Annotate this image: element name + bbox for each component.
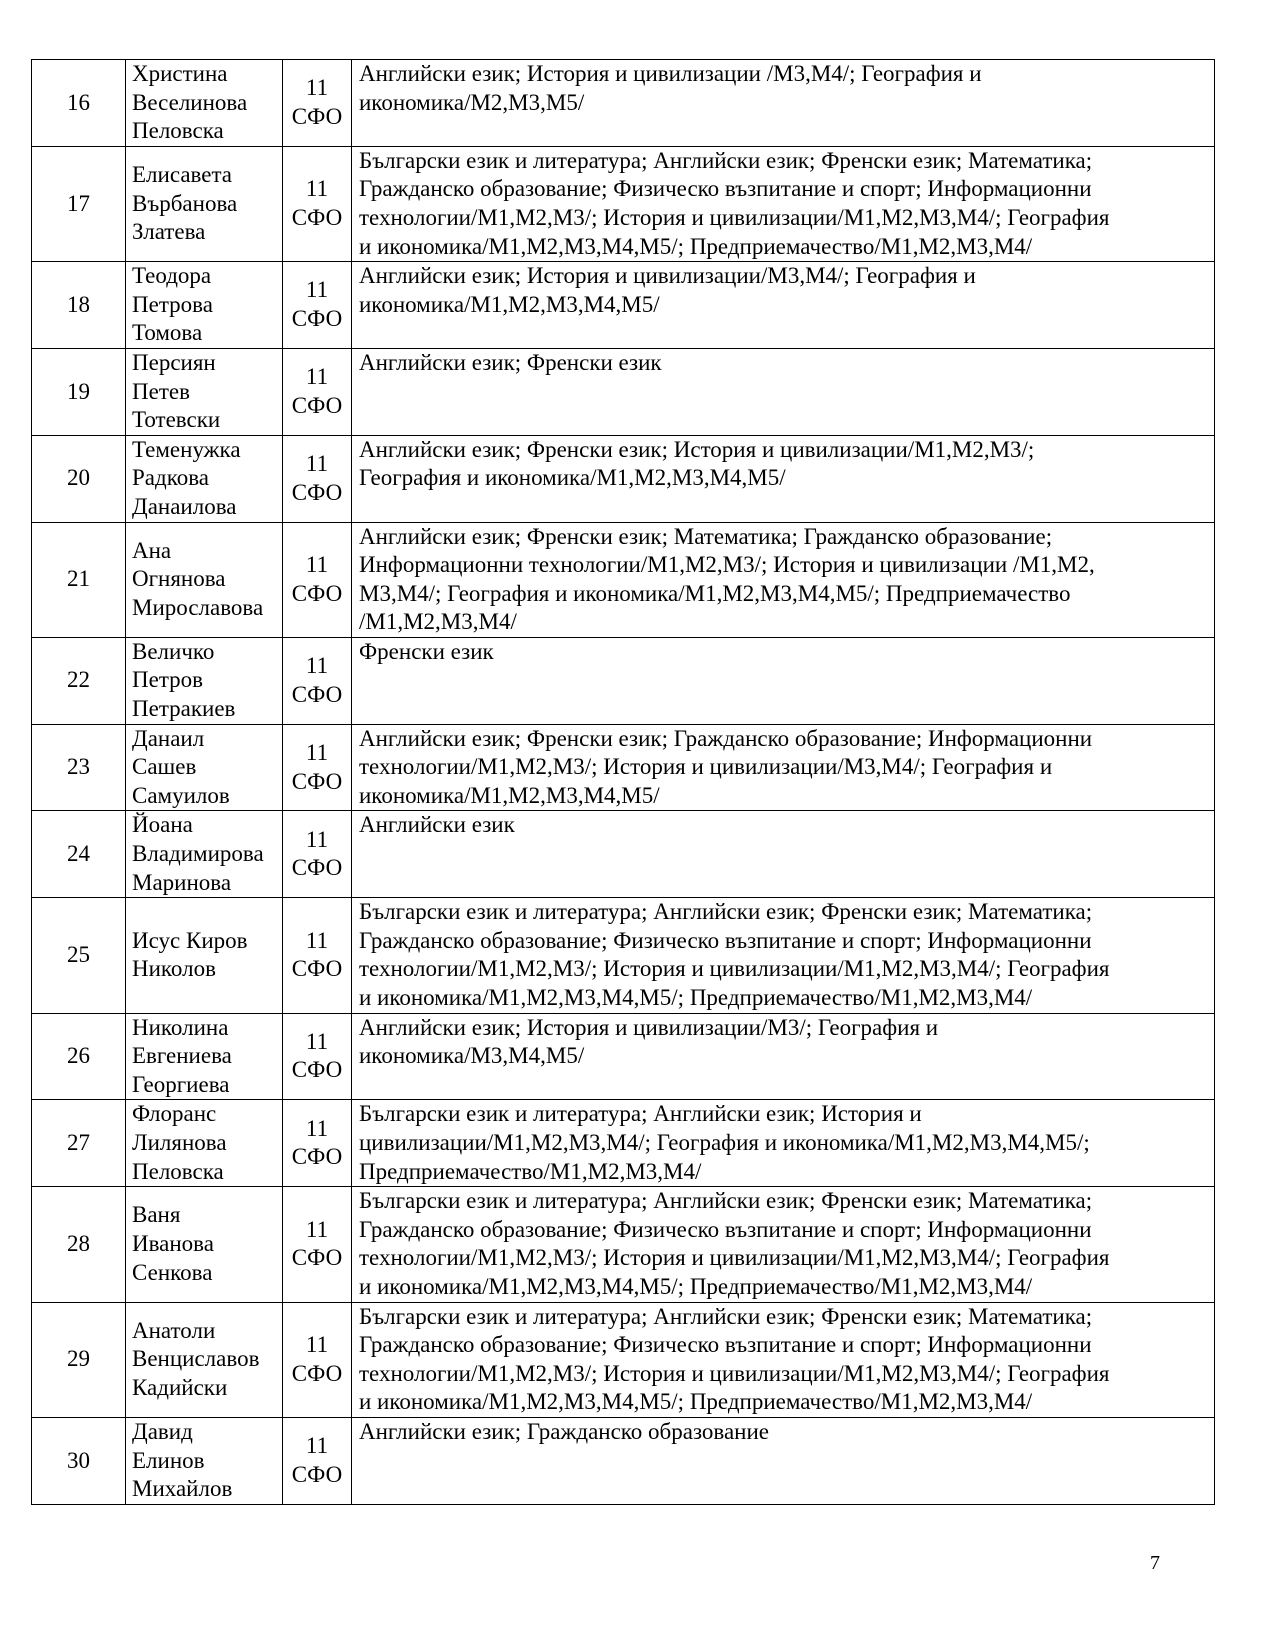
subjects-cell <box>352 60 1215 147</box>
student-name-line: Флоранс <box>132 1101 217 1127</box>
subjects-line: /М1,М2,М3,М4/ <box>359 609 517 635</box>
class-cell <box>283 1100 352 1187</box>
class-line: 11 <box>305 364 329 390</box>
subjects-line: Английски език; Френски език; Математика; Гражданско образование; <box>359 523 1053 549</box>
student-name-cell <box>126 1417 283 1504</box>
student-name-cell <box>126 262 283 349</box>
row-number-cell: 18 <box>32 262 126 349</box>
table-row <box>32 348 1215 435</box>
student-name-cell <box>126 811 283 898</box>
row-number-cell: 21 <box>32 522 126 637</box>
table-row <box>32 637 1215 724</box>
class-line: 11 <box>305 1028 329 1054</box>
subjects-cell <box>352 262 1215 349</box>
class-line: СФО <box>291 681 343 707</box>
class-line: 11 <box>305 1332 329 1358</box>
class-line: 11 <box>305 277 329 303</box>
student-name-line: Сенкова <box>132 1259 213 1285</box>
subjects-line: икономика/М1,М2,М3,М4,М5/ <box>359 291 660 317</box>
class-line: 11 <box>305 176 329 202</box>
class-cell <box>283 1187 352 1302</box>
class-line: СФО <box>291 1461 343 1487</box>
student-name-line: Петев <box>132 378 190 404</box>
row-number-cell: 25 <box>32 898 126 1013</box>
subjects-line: икономика/М3,М4,М5/ <box>359 1043 585 1069</box>
subjects-line: Информационни технологии/М1,М2,М3/; История и цивилизации /М1,М2, <box>359 552 1095 578</box>
subjects-line: Гражданско образование; Физическо възпитание и спорт; Информационни <box>359 176 1092 202</box>
student-subjects-table <box>31 59 1215 1505</box>
class-cell <box>283 1417 352 1504</box>
student-name-line: Огнянова <box>132 566 226 592</box>
subjects-line: Английски език; Френски език; История и цивилизации/М1,М2,М3/; <box>359 436 1035 462</box>
student-name-line: Елинов <box>132 1447 205 1473</box>
class-line: 11 <box>305 1433 329 1459</box>
student-name-line: Владимирова <box>132 841 264 867</box>
class-line: СФО <box>291 855 343 881</box>
student-name-line: Ана <box>132 537 172 563</box>
student-name-line: Мирославова <box>132 594 264 620</box>
class-line: 11 <box>305 1115 329 1141</box>
student-name-line: Пеловска <box>132 1158 224 1184</box>
student-name-line: Пеловска <box>132 118 224 144</box>
student-name-cell <box>126 435 283 522</box>
subjects-line: икономика/М1,М2,М3,М4,М5/ <box>359 782 660 808</box>
class-line: 11 <box>305 739 329 765</box>
student-name-line: Персиян <box>132 349 216 375</box>
class-line: СФО <box>291 768 343 794</box>
subjects-line: Български език и литература; Английски език; Френски език; Математика; <box>359 899 1093 925</box>
subjects-cell <box>352 1187 1215 1302</box>
class-line: СФО <box>291 479 343 505</box>
student-name-cell <box>126 522 283 637</box>
table-row <box>32 146 1215 261</box>
row-number-cell: 22 <box>32 637 126 724</box>
class-line: СФО <box>291 306 343 332</box>
subjects-line: и икономика/М1,М2,М3,М4,М5/; Предприемачество/М1,М2,М3,М4/ <box>359 985 1033 1010</box>
class-line: 11 <box>305 1216 329 1242</box>
student-name-line: Данаилова <box>132 493 237 519</box>
row-number-cell: 26 <box>32 1013 126 1100</box>
class-cell <box>283 811 352 898</box>
subjects-line: Гражданско образование; Физическо възпитание и спорт; Информационни <box>359 927 1092 953</box>
row-number-cell: 23 <box>32 724 126 811</box>
student-name-line: Томова <box>132 320 203 346</box>
table-row <box>32 60 1215 147</box>
student-name-line: Венциславов <box>132 1346 260 1372</box>
student-name-line: Величко <box>132 638 215 664</box>
class-line: СФО <box>291 103 343 129</box>
subjects-cell <box>352 811 1215 898</box>
student-name-line: Иванова <box>132 1231 214 1257</box>
student-name-line: Златева <box>132 219 206 245</box>
student-name-line: Петрова <box>132 291 213 317</box>
student-name-line: Георгиева <box>132 1071 230 1097</box>
class-cell <box>283 522 352 637</box>
subjects-line: икономика/М2,М3,М5/ <box>359 89 585 115</box>
class-cell <box>283 1302 352 1417</box>
student-name-line: Маринова <box>132 869 232 895</box>
student-name-line: Исус Киров <box>132 927 248 953</box>
student-name-line: Йоана <box>132 812 193 838</box>
student-name-cell <box>126 1302 283 1417</box>
subjects-line: технологии/М1,М2,М3/; История и цивилизации/М3,М4/; География и <box>359 754 1053 780</box>
row-number-cell: 27 <box>32 1100 126 1187</box>
student-name-cell <box>126 1187 283 1302</box>
table-row <box>32 1302 1215 1417</box>
subjects-line: М3,М4/; География и икономика/М1,М2,М3,М4,М5/; Предприемачество <box>359 580 1071 606</box>
student-name-line: Самуилов <box>132 782 230 808</box>
subjects-line: Английски език; Гражданско образование <box>359 1418 770 1444</box>
student-name-cell <box>126 898 283 1013</box>
subjects-cell <box>352 1013 1215 1100</box>
table-row <box>32 435 1215 522</box>
student-name-line: Николина <box>132 1014 229 1040</box>
subjects-line: Български език и литература; Английски език; Френски език; Математика; <box>359 1188 1093 1214</box>
class-line: СФО <box>291 204 343 230</box>
student-name-line: Михайлов <box>132 1476 233 1502</box>
subjects-cell <box>352 435 1215 522</box>
subjects-line: цивилизации/М1,М2,М3,М4/; География и икономика/М1,М2,М3,М4,М5/; <box>359 1129 1090 1155</box>
subjects-cell <box>352 1302 1215 1417</box>
subjects-line: Английски език; История и цивилизации/М3,М4/; География и <box>359 263 976 289</box>
student-name-line: Лилянова <box>132 1129 227 1155</box>
row-number-cell: 16 <box>32 60 126 147</box>
class-line: 11 <box>305 927 329 953</box>
class-line: СФО <box>291 392 343 418</box>
class-cell <box>283 724 352 811</box>
subjects-line: Английски език; Френски език <box>359 349 662 375</box>
subjects-cell <box>352 637 1215 724</box>
class-line: 11 <box>305 552 329 578</box>
student-name-line: Николов <box>132 956 216 982</box>
class-cell <box>283 60 352 147</box>
student-name-cell <box>126 724 283 811</box>
student-name-line: Върбанова <box>132 190 238 216</box>
row-number-cell: 30 <box>32 1417 126 1504</box>
student-name-cell <box>126 146 283 261</box>
table-row <box>32 1100 1215 1187</box>
table-row <box>32 1013 1215 1100</box>
class-cell <box>283 262 352 349</box>
subjects-line: технологии/М1,М2,М3/; История и цивилизации/М1,М2,М3,М4/; География <box>359 204 1110 230</box>
subjects-line: и икономика/М1,М2,М3,М4,М5/; Предприемачество/М1,М2,М3,М4/ <box>359 233 1033 259</box>
table-row <box>32 811 1215 898</box>
subjects-line: География и икономика/М1,М2,М3,М4,М5/ <box>359 465 786 491</box>
class-cell <box>283 435 352 522</box>
row-number-cell: 28 <box>32 1187 126 1302</box>
class-cell <box>283 348 352 435</box>
table-row <box>32 1187 1215 1302</box>
class-line: 11 <box>305 826 329 852</box>
subjects-line: Гражданско образование; Физическо възпитание и спорт; Информационни <box>359 1332 1092 1358</box>
subjects-line: Английски език; Френски език; Гражданско образование; Информационни <box>359 725 1093 751</box>
class-cell <box>283 1013 352 1100</box>
subjects-line: технологии/М1,М2,М3/; История и цивилизации/М1,М2,М3,М4/; География <box>359 1360 1110 1386</box>
student-name-line: Сашев <box>132 754 197 780</box>
student-name-line: Петракиев <box>132 696 236 722</box>
student-name-line: Петров <box>132 667 204 693</box>
table-row <box>32 724 1215 811</box>
student-name-cell <box>126 637 283 724</box>
student-name-line: Евгениева <box>132 1043 232 1069</box>
row-number-cell: 19 <box>32 348 126 435</box>
class-line: СФО <box>291 580 343 606</box>
subjects-line: Английски език; История и цивилизации/М3/; География и <box>359 1014 939 1040</box>
student-name-cell <box>126 348 283 435</box>
student-name-line: Ваня <box>132 1202 181 1228</box>
subjects-line: Български език и литература; Английски език; Френски език; Математика; <box>359 1303 1093 1329</box>
table-body <box>32 60 1215 1505</box>
class-line: СФО <box>291 1144 343 1170</box>
subjects-line: Предприемачество/М1,М2,М3,М4/ <box>359 1158 702 1184</box>
subjects-line: Английски език; История и цивилизации /М3,М4/; География и <box>359 61 982 86</box>
row-number-cell: 24 <box>32 811 126 898</box>
class-line: СФО <box>291 1245 343 1271</box>
student-name-line: Теодора <box>132 263 212 289</box>
student-name-cell <box>126 1013 283 1100</box>
student-name-cell <box>126 60 283 147</box>
subjects-line: Английски език <box>359 812 515 838</box>
class-cell <box>283 898 352 1013</box>
student-name-line: Анатоли <box>132 1317 216 1343</box>
subjects-cell <box>352 146 1215 261</box>
subjects-cell <box>352 348 1215 435</box>
student-name-cell <box>126 1100 283 1187</box>
subjects-line: технологии/М1,М2,М3/; История и цивилизации/М1,М2,М3,М4/; География <box>359 956 1110 982</box>
subjects-cell <box>352 1100 1215 1187</box>
subjects-line: Български език и литература; Английски език; Френски език; Математика; <box>359 147 1093 173</box>
table-row <box>32 1417 1215 1504</box>
student-name-line: Христина <box>132 61 228 86</box>
student-name-line: Тотевски <box>132 407 221 433</box>
table-row <box>32 898 1215 1013</box>
class-line: СФО <box>291 956 343 982</box>
table-row <box>32 522 1215 637</box>
page-number: 7 <box>1150 1552 1160 1574</box>
student-name-line: Веселинова <box>132 89 248 115</box>
subjects-line: и икономика/М1,М2,М3,М4,М5/; Предприемачество/М1,М2,М3,М4/ <box>359 1273 1033 1299</box>
row-number-cell: 20 <box>32 435 126 522</box>
student-name-line: Радкова <box>132 465 209 491</box>
student-name-line: Давид <box>132 1418 193 1444</box>
subjects-line: Български език и литература; Английски език; История и <box>359 1101 922 1127</box>
subjects-cell <box>352 898 1215 1013</box>
row-number-cell: 17 <box>32 146 126 261</box>
student-name-line: Теменужка <box>132 436 241 462</box>
row-number-cell: 29 <box>32 1302 126 1417</box>
class-line: 11 <box>305 451 329 477</box>
subjects-line: и икономика/М1,М2,М3,М4,М5/; Предприемачество/М1,М2,М3,М4/ <box>359 1389 1033 1415</box>
subjects-line: Гражданско образование; Физическо възпитание и спорт; Информационни <box>359 1216 1092 1242</box>
class-line: СФО <box>291 1360 343 1386</box>
class-cell <box>283 146 352 261</box>
subjects-line: Френски език <box>359 638 494 664</box>
table-row <box>32 262 1215 349</box>
subjects-cell <box>352 522 1215 637</box>
class-cell <box>283 637 352 724</box>
student-name-line: Елисавета <box>132 162 233 188</box>
class-line: СФО <box>291 1057 343 1083</box>
subjects-cell <box>352 724 1215 811</box>
class-line: 11 <box>305 75 329 101</box>
class-line: 11 <box>305 653 329 679</box>
subjects-line: технологии/М1,М2,М3/; История и цивилизации/М1,М2,М3,М4/; География <box>359 1245 1110 1271</box>
student-name-line: Данаил <box>132 725 205 751</box>
student-name-line: Кадийски <box>132 1375 228 1401</box>
subjects-cell <box>352 1417 1215 1504</box>
